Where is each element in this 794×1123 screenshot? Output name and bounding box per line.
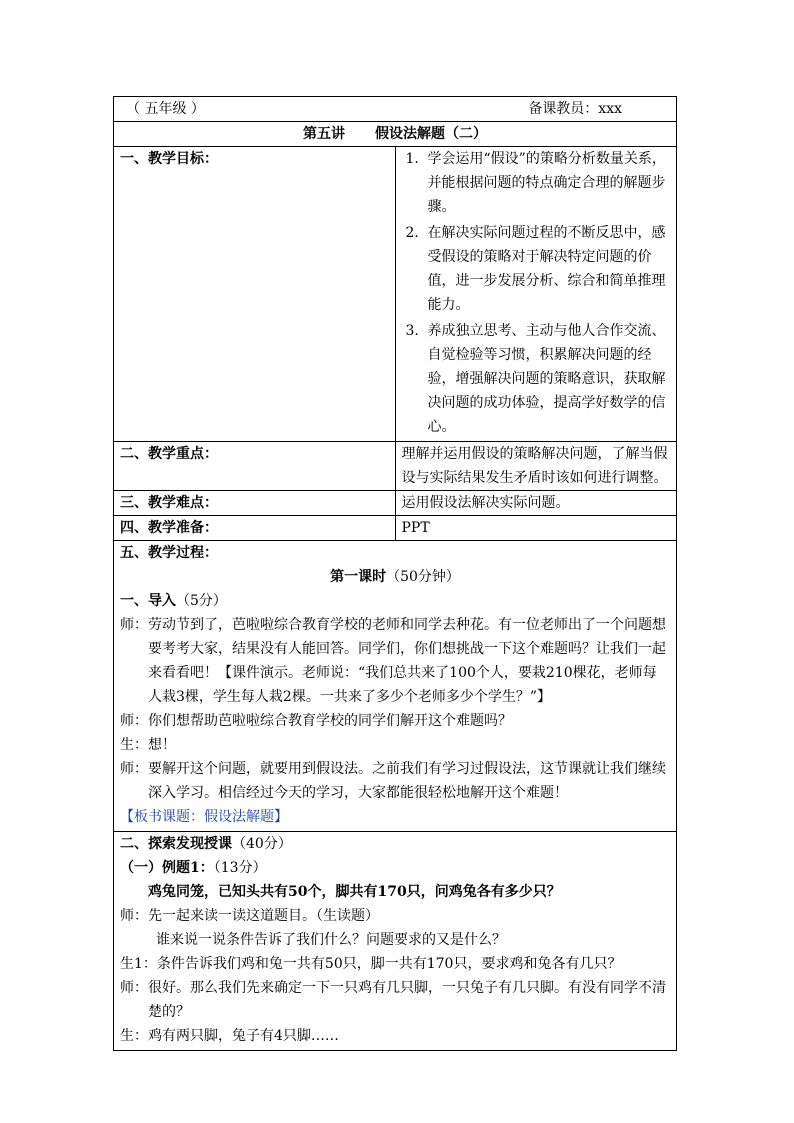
header-cell [114,97,677,122]
explore-heading-bold: 二、探索发现授课 [120,836,232,852]
goal-item [402,147,671,219]
process-label: 五、教学过程： [120,545,218,561]
example-question: 鸡兔同笼，已知头共有50个，脚共有170只，问鸡兔各有多少只？ [148,884,561,900]
goals-row [114,147,677,442]
dialogue-line [120,709,670,733]
dialogue-text: 鸡有两只脚，兔子有4只脚…… [148,1028,339,1044]
title-row [114,122,677,147]
dialogue-line [120,904,670,928]
intro-heading-bold: 一、导入 [120,593,176,609]
dialogue-text: 很好。那么我们先来确定一下一只鸡有几只脚，一只兔子有几只脚。有没有同学不清楚的？ [148,980,666,1020]
explore-heading [120,832,670,856]
explore-cell [114,832,677,1051]
board-title: 【板书课题：假设法解题】 [120,809,288,825]
goals-content [395,147,677,442]
dialogue-line [120,952,670,976]
difficulty-row [114,491,677,516]
goal-number: 2. [405,225,419,241]
dialogue-continuation: 谁来说一说条件告诉了我们什么？问题要求的又是什么？ [156,932,506,948]
dialogue-text: 劳动节到了，芭啦啦综合教育学校的老师和同学去种花。有一位老师出了一个问题想要考考大家，结果没有人能回答。同学们，你们想挑战一下这个难题吗？让我们一起来看看吧！【课件演示。老师说：“我们总共来了100个人，要栽210棵花，老师每人栽3棵，学生每人栽2棵。一共来了多少个老师多少个学生？”】 [148,617,666,705]
speaker: 师： [120,908,148,924]
period-title-duration: （50分钟） [386,569,460,585]
goal-text: 在解决实际问题过程的不断反思中，感受假设的策略对于解决特定问题的价值，进一步发展分析、综合和简单推理能力。 [427,225,666,313]
goal-item [402,221,671,317]
speaker: 生1： [120,956,157,972]
lesson-title-part1: 第五讲 [303,126,345,142]
process-cell [114,541,677,832]
example-heading-bold: （一）例题1： [120,860,214,876]
goal-item [402,319,671,439]
key-point-label: 二、教学重点： [114,442,396,491]
difficulty-text: 运用假设法解决实际问题。 [395,491,677,516]
speaker: 生： [120,1028,148,1044]
intro-heading [120,589,670,613]
prep-row [114,516,677,541]
process-row [114,541,677,832]
goal-text: 学会运用“假设”的策略分析数量关系，并能根据问题的特点确定合理的解题步骤。 [427,151,666,215]
goal-text: 养成独立思考、主动与他人合作交流、自觉检验等习惯，积累解决问题的经验，增强解决问题的策略意识，获取解决问题的成功体验，提高学好数学的信心。 [427,323,666,435]
prep-label: 四、教学准备： [114,516,396,541]
goals-list [402,147,671,439]
speaker: 师： [120,980,148,996]
period-title [120,565,670,589]
goal-number: 3. [405,323,419,339]
dialogue-line [120,757,670,805]
goals-label: 一、教学目标： [114,147,396,442]
explore-row [114,832,677,1051]
lesson-plan-sheet [113,96,677,1051]
prep-text: PPT [395,516,677,541]
explore-heading-duration: （40分） [232,836,292,852]
speaker: 师： [120,713,148,729]
dialogue-line [120,613,670,709]
lesson-title-part2: 假设法解题（二） [375,126,487,142]
goal-number: 1. [405,151,419,167]
speaker: 师： [120,761,148,777]
key-point-text: 理解并运用假设的策略解决问题，了解当假设与实际结果发生矛盾时该如何进行调整。 [395,442,677,491]
dialogue-text: 你们想帮助芭啦啦综合教育学校的同学们解开这个难题吗？ [148,713,512,729]
dialogue-text: 要解开这个问题，就要用到假设法。之前我们有学习过假设法，这节课就让我们继续深入学习。相信经过今天的学习，大家都能很轻松地解开这个难题！ [148,761,666,801]
example-heading-duration: （13分） [213,860,267,876]
teacher-label: 备课教员：xxx [528,101,622,117]
difficulty-label: 三、教学难点： [114,491,396,516]
dialogue-line [120,976,670,1024]
dialogue-text: 想！ [148,737,176,753]
dialogue-text: 条件告诉我们鸡和兔一共有50只，脚一共有170只，要求鸡和兔各有几只？ [156,956,622,972]
lesson-title [114,122,677,147]
example-heading [120,856,670,880]
dialogue-line [120,1024,670,1050]
speaker: 生： [120,737,148,753]
speaker: 师： [120,617,148,633]
dialogue-text: 先一起来读一读这道题目。（生读题） [148,908,379,924]
intro-heading-duration: （5分） [176,593,227,609]
key-point-row [114,442,677,491]
period-title-bold: 第一课时 [330,569,387,585]
grade-label: （ 五年级 ） [126,101,205,117]
lesson-plan-table [113,96,677,1051]
dialogue-line [120,733,670,757]
header-row [114,97,677,122]
